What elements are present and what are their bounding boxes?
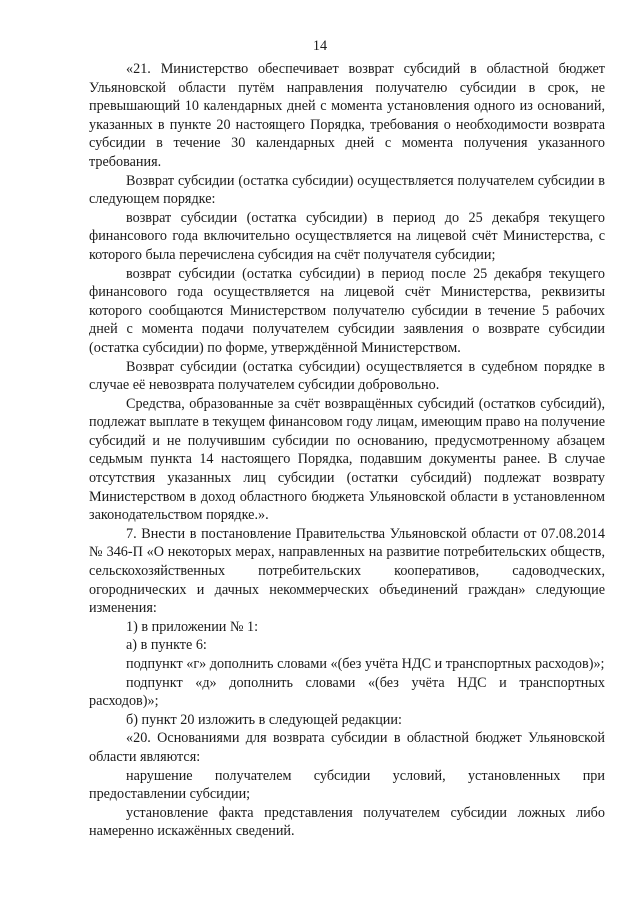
- paragraph-10: подпункт «г» дополнить словами «(без учёта НДС и транспортных расходов)»;: [126, 656, 605, 672]
- paragraph-13: «20. Основаниями для возврата субсидии в областной бюджет Ульяновской области являются:: [89, 730, 605, 765]
- paragraph-6: Средства, образованные за счёт возвращённых субсидий (остатков субсидий), подлежат выплате в текущем финансовом году лицам, имеющим право на получение субсидий и не получившим субсидии по основанию, предусмотренному абзацем седьмым пункта 14 настоящего Порядка, подавшим документы ранее. В случае отсутствия указанных лиц субсидии (остатки субсидий) подлежат возврату Министерством в доход областного бюджета Ульяновской области в установленном законодательством порядке.».: [89, 395, 605, 524]
- paragraph-4: возврат субсидии (остатка субсидии) в период после 25 декабря текущего финансового года осуществляется на лицевой счёт Министерства, реквизиты которого сообщаются Министерством получателю субсидии в течение 5 рабочих дней с момента подачи получателем субсидии заявления о возврате субсидии (остатка субсидии) по форме, утверждённой Министерством.: [89, 265, 605, 356]
- paragraph-12: б) пункт 20 изложить в следующей редакции:: [126, 711, 402, 728]
- page-number: 14: [312, 38, 328, 54]
- paragraph-8: 1) в приложении № 1:: [126, 618, 259, 635]
- paragraph-2: Возврат субсидии (остатка субсидии) осуществляется получателем субсидии в следующем порядке:: [89, 172, 605, 208]
- paragraph-11: подпункт «д» дополнить словами «(без учёта НДС и транспортных расходов)»;: [89, 674, 605, 710]
- paragraph-15: установление факта представления получателем субсидии ложных либо намеренно искажённых сведений.: [89, 804, 605, 840]
- paragraph-5: Возврат субсидии (остатка субсидии) осуществляется в судебном порядке в случае её невозврата получателем субсидии добровольно.: [89, 358, 605, 394]
- paragraph-9: а) в пункте 6:: [126, 637, 207, 654]
- paragraph-1: «21. Министерство обеспечивает возврат субсидий в областной бюджет Ульяновской области путём направления получателю субсидии в срок, не превышающий 10 календарных дней с момента установления одного из оснований, указанных в пункте 20 настоящего Порядка, требования о необходимости возврата субсидии в течение 30 календарных дней с момента получения указанного требования.: [89, 61, 605, 170]
- document-body: [89, 60, 605, 841]
- paragraph-14: нарушение получателем субсидии условий, установленных при предоставлении субсидии;: [89, 767, 605, 803]
- paragraph-3: возврат субсидии (остатка субсидии) в период до 25 декабря текущего финансового года включительно осуществляется на лицевой счёт Министерства, с которого была перечислена субсидия на счёт получателя субсидии;: [89, 209, 605, 263]
- paragraph-7: 7. Внести в постановление Правительства Ульяновской области от 07.08.2014 № 346-П «О некоторых мерах, направленных на развитие потребительских обществ, сельскохозяйственных потребительских кооперативов, садоводческих, огороднических и дачных некоммерческих объединений граждан» следующие изменения:: [89, 525, 605, 617]
